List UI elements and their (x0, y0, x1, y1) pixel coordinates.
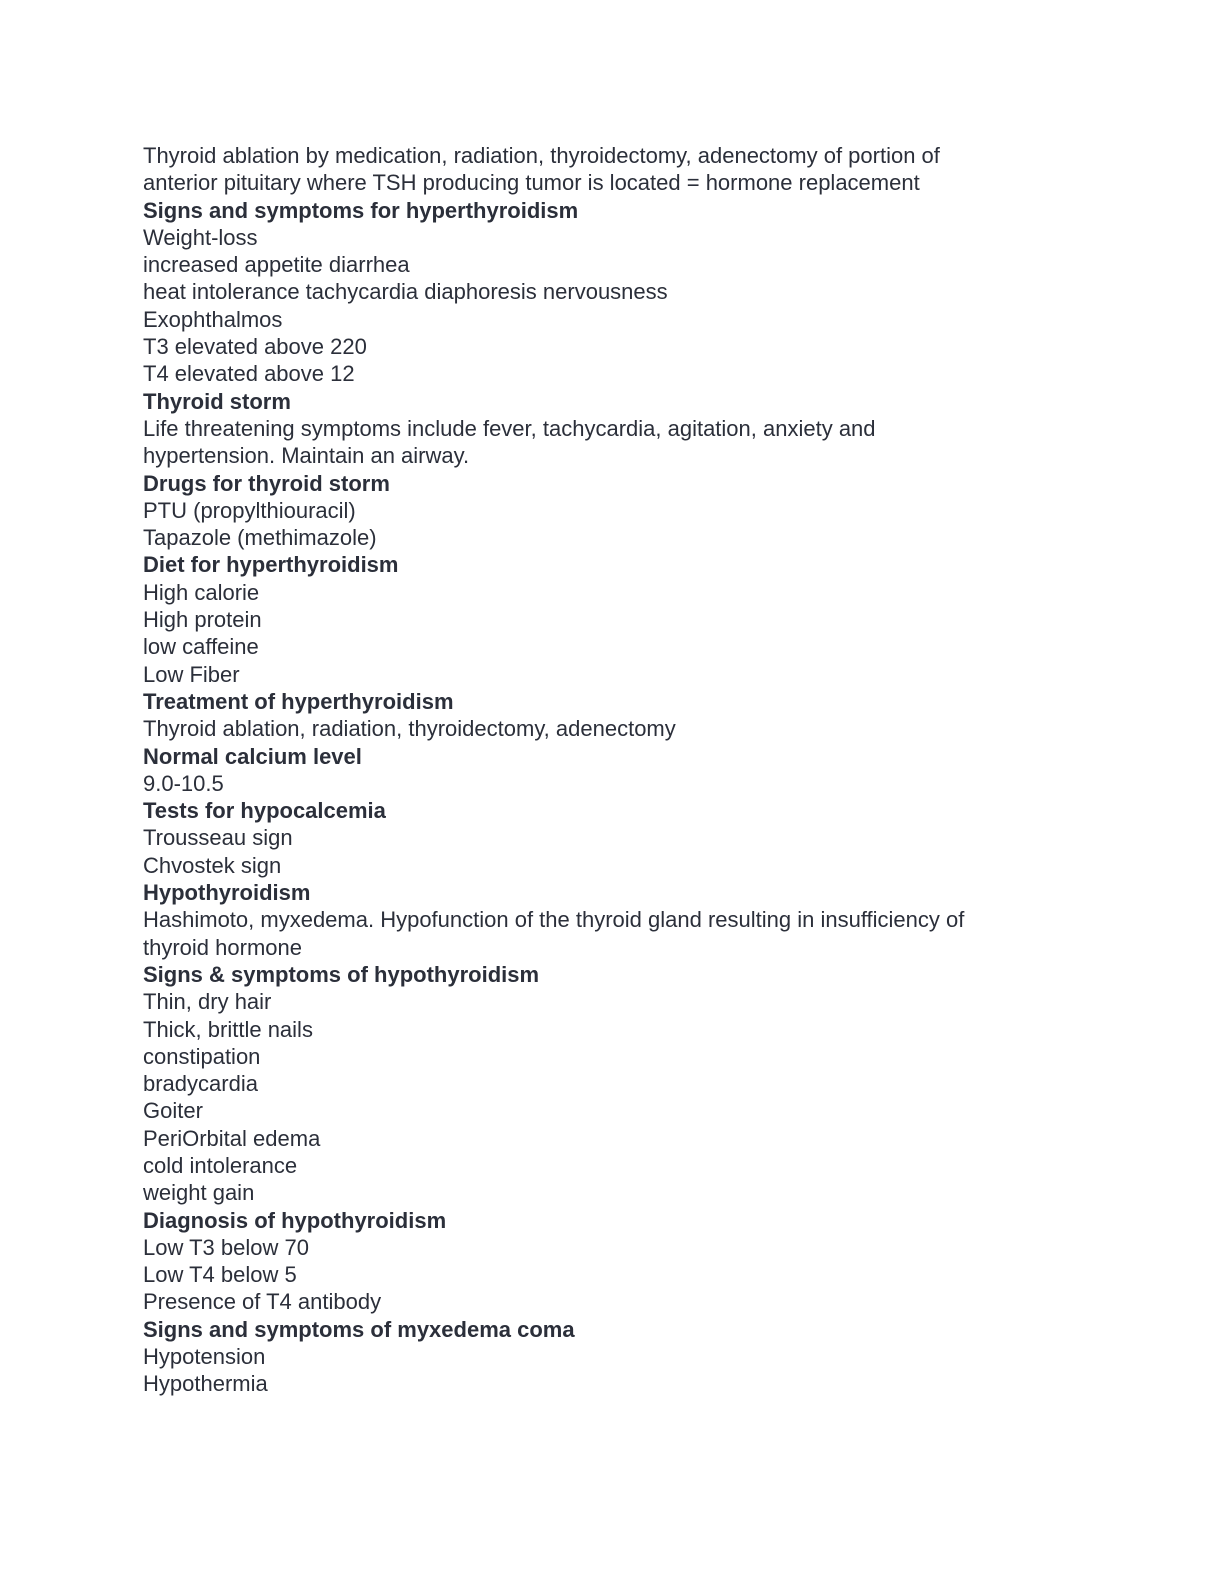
text-line: Life threatening symptoms include fever, tachycardia, agitation, anxiety and (143, 415, 876, 441)
document-page-body (143, 142, 1103, 1398)
text-line: increased appetite diarrhea (143, 252, 410, 278)
text-line: heat intolerance tachycardia diaphoresis nervousness (143, 279, 668, 305)
text-line: Hashimoto, myxedema. Hypofunction of the thyroid gland resulting in insufficiency of (143, 907, 965, 933)
section-heading: Diet for hyperthyroidism (143, 552, 399, 578)
section-heading: Signs and symptoms for hyperthyroidism (143, 197, 579, 223)
section-heading: Thyroid storm (143, 388, 291, 414)
section-heading: Treatment of hyperthyroidism (143, 688, 454, 714)
text-line: High protein (143, 607, 262, 633)
text-line: weight gain (143, 1180, 255, 1206)
text-line: Chvostek sign (143, 852, 282, 878)
text-line: thyroid hormone (143, 934, 302, 960)
text-line: High calorie (143, 579, 260, 605)
text-line: Thyroid ablation, radiation, thyroidectomy, adenectomy (143, 716, 676, 742)
text-line: hypertension. Maintain an airway. (143, 443, 470, 469)
section-heading: Signs & symptoms of hypothyroidism (143, 961, 540, 987)
text-line: Hypothermia (143, 1371, 268, 1397)
text-line: Weight-loss (143, 224, 258, 250)
text-line: Exophthalmos (143, 306, 283, 332)
text-line: PTU (propylthiouracil) (143, 497, 356, 523)
text-line: Tapazole (methimazole) (143, 525, 377, 551)
text-line: Hypotension (143, 1344, 266, 1370)
text-line: Low T3 below 70 (143, 1234, 309, 1260)
text-line: Goiter (143, 1098, 203, 1124)
section-heading: Diagnosis of hypothyroidism (143, 1207, 447, 1233)
text-line: Trousseau sign (143, 825, 293, 851)
text-line: bradycardia (143, 1071, 258, 1097)
text-line: Thick, brittle nails (143, 1016, 313, 1042)
section-heading: Signs and symptoms of myxedema coma (143, 1316, 575, 1342)
text-line: Thyroid ablation by medication, radiation, thyroidectomy, adenectomy of portion of (143, 143, 940, 168)
text-line: Low Fiber (143, 661, 240, 687)
section-heading: Tests for hypocalcemia (143, 798, 386, 824)
section-heading: Drugs for thyroid storm (143, 470, 390, 496)
text-line: low caffeine (143, 634, 259, 660)
text-line: Presence of T4 antibody (143, 1289, 382, 1315)
section-heading: Hypothyroidism (143, 880, 311, 906)
text-line: Low T4 below 5 (143, 1262, 297, 1288)
text-line: T3 elevated above 220 (143, 334, 367, 360)
text-line: constipation (143, 1043, 261, 1069)
text-line: cold intolerance (143, 1152, 298, 1178)
text-line: 9.0-10.5 (143, 770, 224, 796)
text-line: T4 elevated above 12 (143, 361, 355, 387)
text-line: anterior pituitary where TSH producing tumor is located = hormone replacement (143, 170, 920, 196)
text-line: PeriOrbital edema (143, 1125, 321, 1151)
text-line: Thin, dry hair (143, 989, 272, 1015)
section-heading: Normal calcium level (143, 743, 362, 769)
